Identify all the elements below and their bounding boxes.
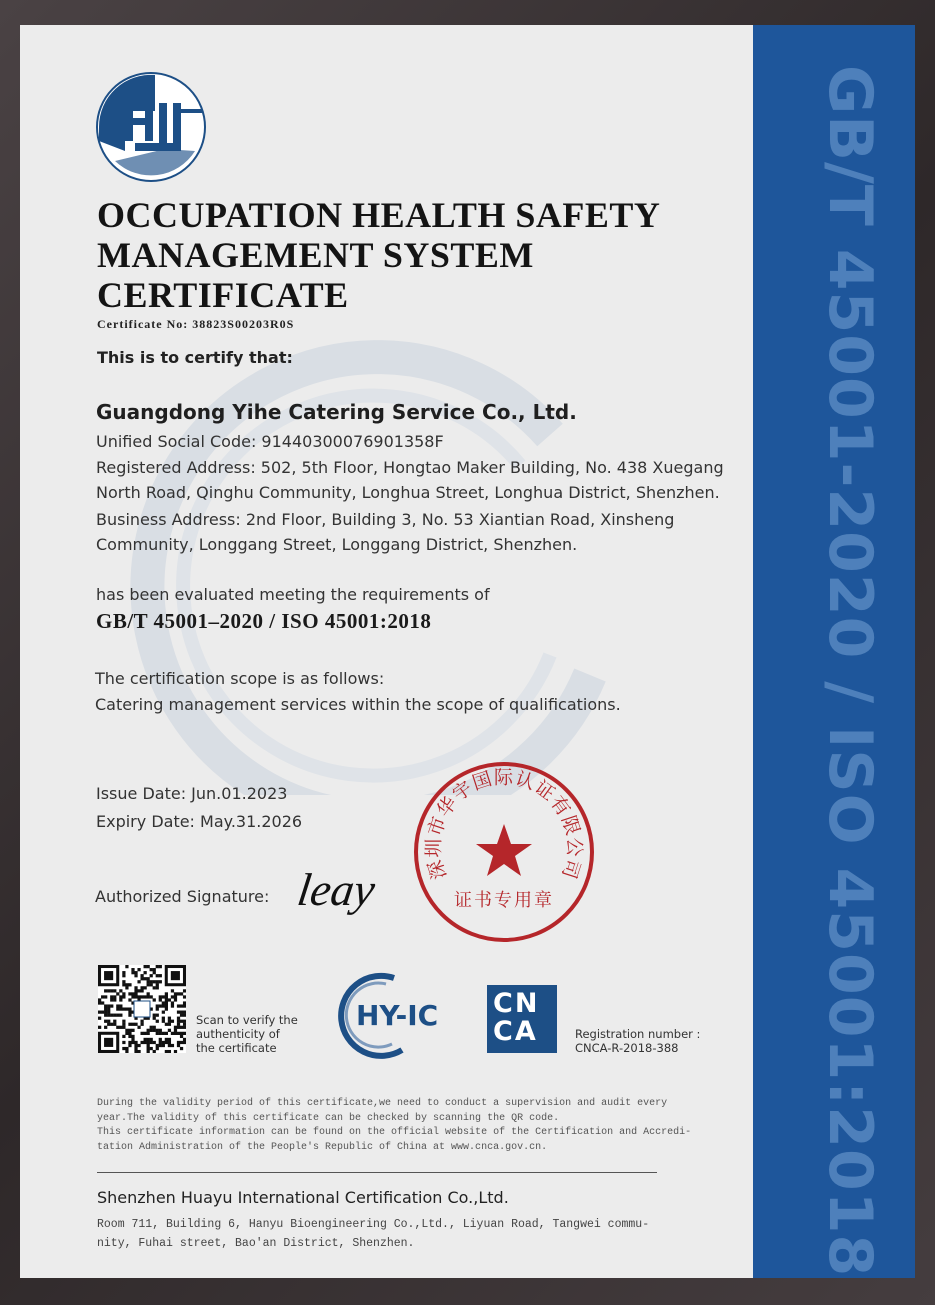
certificate-title	[97, 195, 660, 315]
title-line-1: OCCUPATION HEALTH SAFETY	[97, 195, 661, 235]
cnca-logo-bottom: CA	[493, 1016, 538, 1047]
business-address-line: Community, Longgang Street, Longgang District, Shenzhen.	[96, 535, 578, 554]
hyic-logo-icon	[336, 970, 446, 1060]
registration-label: Registration number :	[575, 1027, 701, 1041]
issuer-name: Shenzhen Huayu International Certification Co.,Ltd.	[97, 1188, 509, 1207]
scope-label: The certification scope is as follows:	[95, 669, 385, 688]
registration-value: CNCA-R-2018-388	[575, 1041, 679, 1055]
fine-print	[97, 1097, 707, 1155]
title-line-3: CERTIFICATE	[97, 275, 349, 315]
qr-code-icon[interactable]	[98, 965, 186, 1053]
issue-date: Issue Date: Jun.01.2023	[96, 784, 288, 803]
signature-label: Authorized Signature:	[95, 887, 270, 906]
business-address	[96, 507, 674, 557]
certificate-number: Certificate No: 38823S00203R0S	[97, 317, 295, 331]
divider	[97, 1172, 657, 1173]
fine-print-line: tation Administration of the People's Republic of China at www.cnca.gov.cn.	[97, 1141, 548, 1153]
expiry-date: Expiry Date: May.31.2026	[96, 812, 303, 831]
registration-number	[575, 1027, 700, 1055]
side-band	[753, 25, 915, 1278]
standard-reference: GB/T 45001–2020 / ISO 45001:2018	[96, 609, 432, 633]
fine-print-line: This certificate information can be found on the official website of the Certification and Accredi-	[97, 1127, 692, 1138]
qr-caption	[196, 1013, 298, 1055]
company-seal	[412, 760, 596, 944]
title-line-2: MANAGEMENT SYSTEM	[97, 235, 534, 275]
seal-bottom-text: 证书专用章	[454, 890, 554, 911]
qr-caption-line: authenticity of	[196, 1027, 280, 1041]
scope-text: Catering management services within the scope of qualifications.	[95, 695, 621, 714]
company-name: Guangdong Yihe Catering Service Co., Ltd.	[96, 400, 577, 424]
signature: leay	[294, 864, 379, 915]
fine-print-line: During the validity period of this certificate,we need to conduct a supervision and audit every	[97, 1098, 668, 1109]
issuer-address-line: nity, Fuhai street, Bao'an District, Shenzhen.	[97, 1237, 415, 1250]
certificate-paper	[20, 25, 753, 1278]
registered-address-line: North Road, Qinghu Community, Longhua Street, Longhua District, Shenzhen.	[96, 483, 720, 502]
star-icon	[476, 824, 532, 876]
side-band-text: GB/T 45001-2020 / ISO 45001:2018	[815, 65, 885, 1278]
certify-intro: This is to certify that:	[97, 348, 293, 367]
registered-address-line: Registered Address: 502, 5th Floor, Hongtao Maker Building, No. 438 Xuegang	[96, 458, 724, 477]
globe-hy-logo-icon	[95, 71, 207, 183]
issuer-address	[97, 1215, 707, 1253]
seal-ring-text: 深圳市华宇国际认证有限公司	[422, 766, 586, 883]
business-address-line: Business Address: 2nd Floor, Building 3, No. 53 Xiantian Road, Xinsheng	[96, 510, 675, 529]
issuer-address-line: Room 711, Building 6, Hanyu Bioengineering Co.,Ltd., Liyuan Road, Tangwei commu-	[97, 1218, 650, 1231]
cnca-logo-icon	[487, 985, 557, 1053]
unified-social-code: Unified Social Code: 91440300076901358F	[96, 432, 444, 451]
qr-caption-line: the certificate	[196, 1041, 277, 1055]
cnca-logo-top: CN	[493, 988, 540, 1019]
registered-address	[96, 455, 724, 505]
evaluated-statement: has been evaluated meeting the requirements of	[96, 585, 490, 604]
fine-print-line: year.The validity of this certificate can be checked by scanning the QR code.	[97, 1112, 560, 1124]
qr-caption-line: Scan to verify the	[196, 1013, 298, 1027]
hyic-logo-text: HY-IC	[356, 999, 439, 1032]
